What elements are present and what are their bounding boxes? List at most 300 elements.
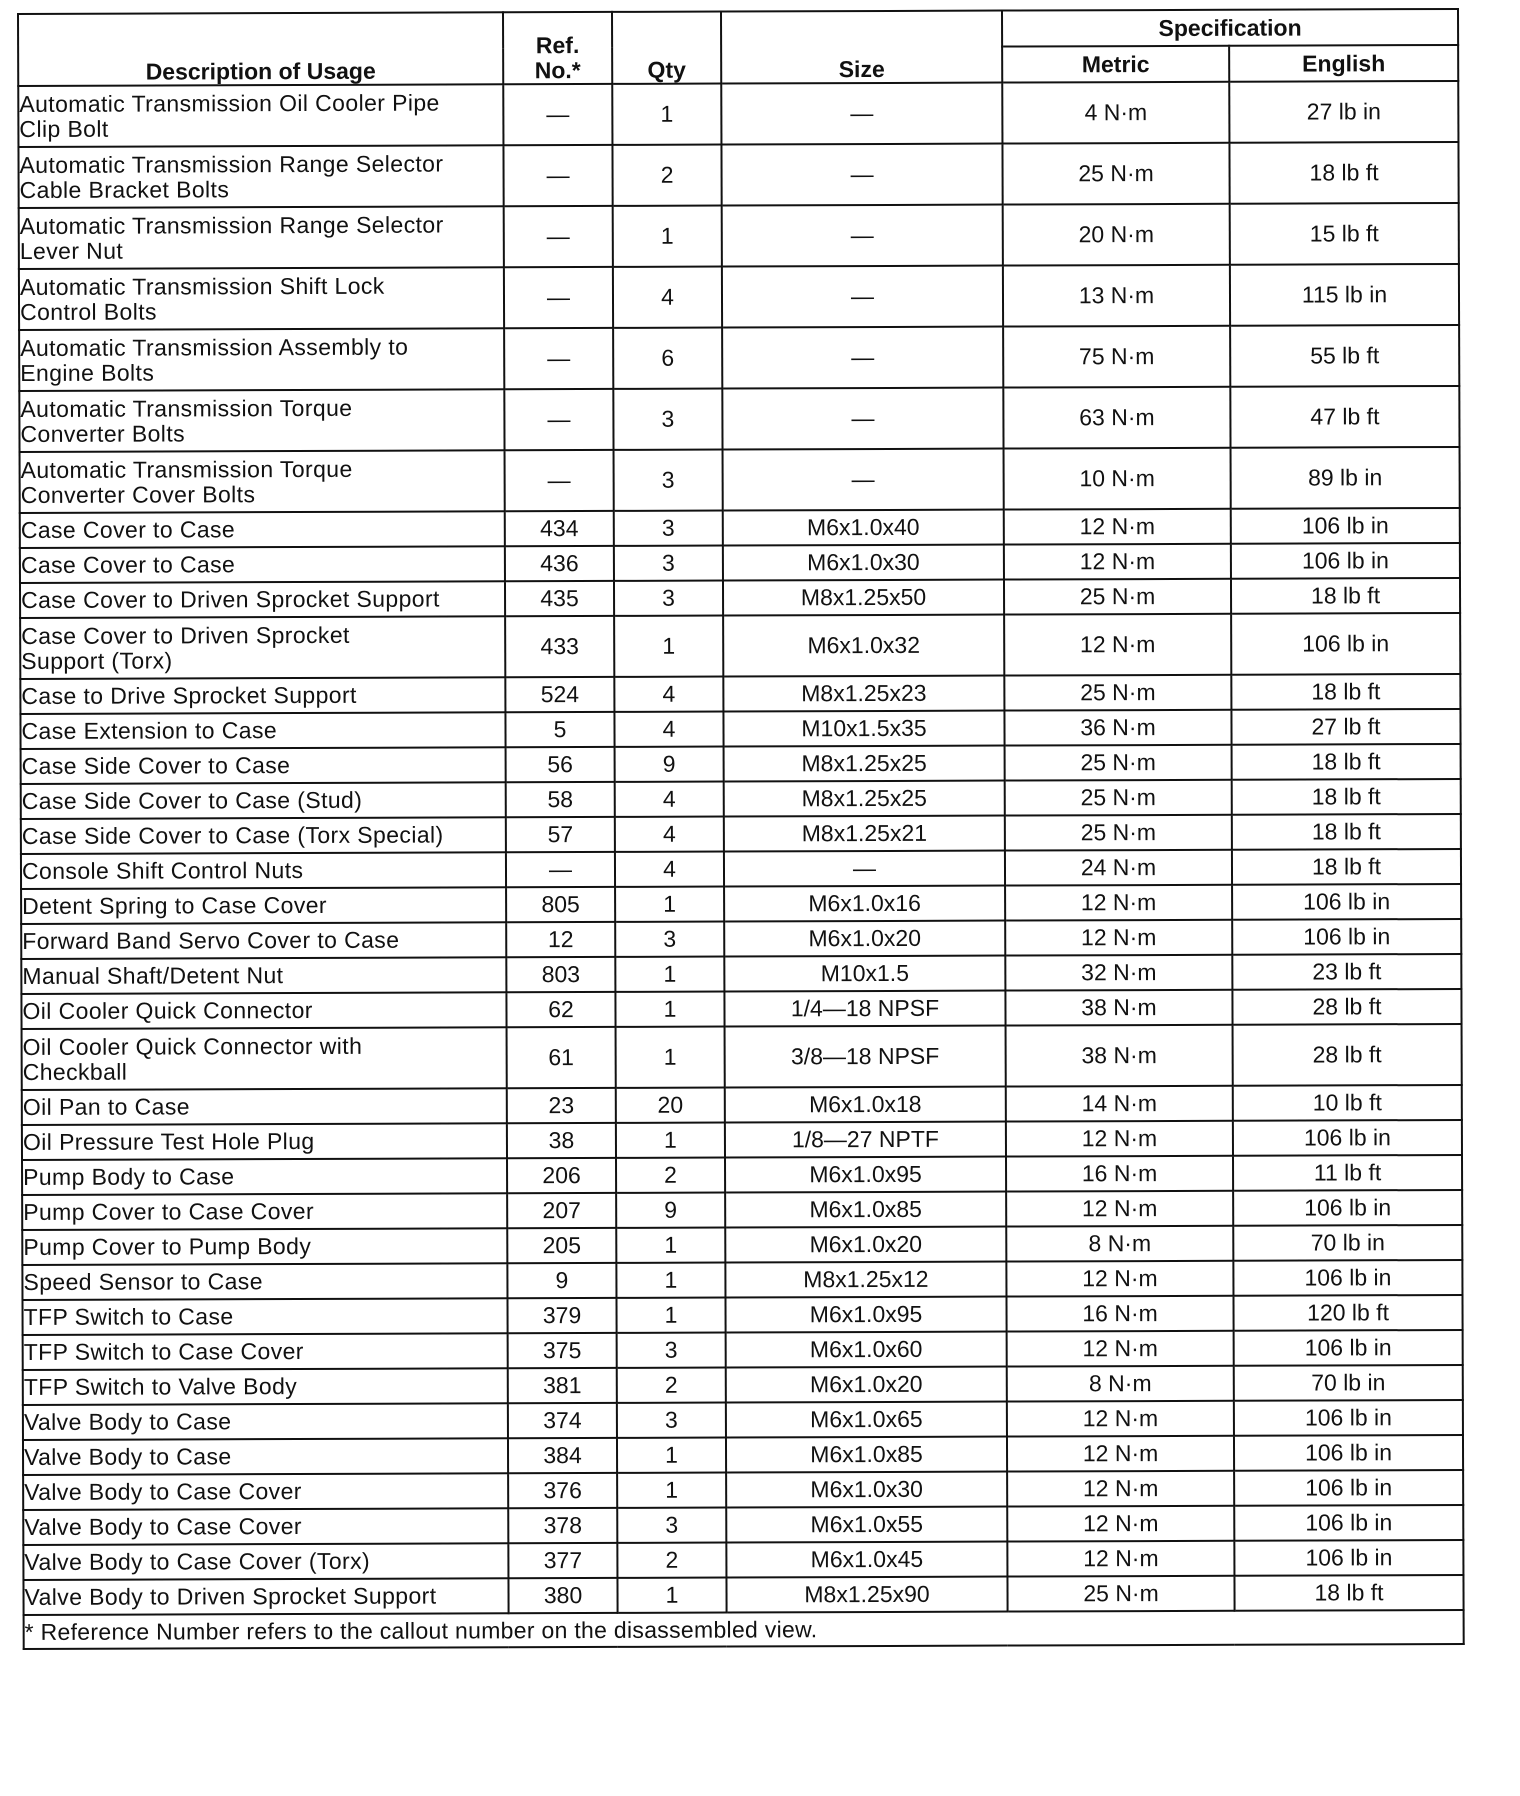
cell-description <box>19 328 504 391</box>
description-line: Case Cover to Case <box>20 551 236 578</box>
table-row <box>21 849 1461 889</box>
cell-ref-no: 205 <box>507 1228 616 1263</box>
description-line: Valve Body to Case Cover <box>24 1513 302 1540</box>
description-line: Pump Body to Case <box>23 1163 235 1190</box>
cell-metric: 75 N·m <box>1003 326 1230 388</box>
header-english: English <box>1229 45 1458 82</box>
cell-english: 18 lb ft <box>1234 1575 1463 1611</box>
header-ref-no <box>503 12 612 84</box>
cell-size: M6x1.0x65 <box>726 1402 1007 1438</box>
cell-metric: 12 N·m <box>1007 1541 1234 1577</box>
cell-ref-no: 9 <box>507 1263 616 1298</box>
cell-english: 106 lb in <box>1231 543 1460 579</box>
cell-size: M10x1.5 <box>724 956 1005 992</box>
cell-description <box>22 1228 507 1265</box>
table-header <box>18 9 1458 86</box>
cell-metric: 38 N·m <box>1006 1025 1233 1087</box>
cell-ref-no: 378 <box>508 1508 617 1543</box>
cell-size: — <box>722 327 1003 389</box>
table-row <box>22 1190 1462 1230</box>
cell-metric: 12 N·m <box>1007 1436 1234 1472</box>
cell-size: M6x1.0x20 <box>724 921 1005 957</box>
cell-qty: 4 <box>614 677 723 712</box>
description-line: Automatic Transmission Shift Lock <box>19 272 385 300</box>
cell-ref-no: 376 <box>508 1473 617 1508</box>
cell-size: — <box>723 449 1004 511</box>
cell-size: 3/8—18 NPSF <box>725 1026 1006 1088</box>
cell-qty: 4 <box>613 267 722 328</box>
cell-english: 106 lb in <box>1234 1470 1463 1506</box>
header-description: Description of Usage <box>18 12 503 86</box>
cell-qty: 1 <box>616 1228 725 1263</box>
cell-qty: 1 <box>612 84 721 145</box>
table-row <box>19 325 1459 391</box>
cell-english: 106 lb in <box>1233 1190 1462 1226</box>
cell-ref-no: 433 <box>505 616 614 677</box>
table-row <box>23 1575 1463 1615</box>
description-line: Valve Body to Case <box>23 1443 232 1470</box>
cell-english: 27 lb in <box>1229 81 1458 143</box>
table-row <box>22 1295 1462 1335</box>
cell-english: 106 lb in <box>1234 1505 1463 1541</box>
cell-metric: 12 N·m <box>1007 1401 1234 1437</box>
table-row <box>23 1330 1463 1370</box>
cell-metric: 24 N·m <box>1005 850 1232 886</box>
cell-metric: 12 N·m <box>1007 1471 1234 1507</box>
table-row <box>23 1400 1463 1440</box>
table-row <box>20 578 1460 618</box>
cell-description <box>22 1263 507 1300</box>
cell-metric: 12 N·m <box>1007 1506 1234 1542</box>
cell-qty: 4 <box>615 852 724 887</box>
cell-english: 106 lb in <box>1233 1260 1462 1296</box>
description-line: Valve Body to Case Cover (Torx) <box>24 1547 371 1575</box>
cell-description <box>20 677 505 714</box>
cell-ref-no: 5 <box>505 712 614 747</box>
description-line: TFP Switch to Case <box>23 1303 234 1330</box>
cell-qty: 2 <box>617 1368 726 1403</box>
table-row <box>18 81 1458 147</box>
cell-description <box>23 1403 508 1440</box>
table-row <box>19 203 1459 269</box>
cell-ref-no: — <box>503 145 612 206</box>
cell-english: 47 lb ft <box>1230 386 1459 448</box>
cell-metric: 12 N·m <box>1004 544 1231 580</box>
cell-qty: 3 <box>614 546 723 581</box>
cell-english: 18 lb ft <box>1229 142 1458 204</box>
cell-metric: 25 N·m <box>1007 1576 1234 1612</box>
cell-description <box>23 1333 508 1370</box>
description-line: Case Cover to Driven Sprocket Support <box>21 585 440 613</box>
description-line: Valve Body to Case <box>23 1408 232 1435</box>
cell-english: 70 lb in <box>1234 1365 1463 1401</box>
table-row <box>22 1024 1462 1090</box>
cell-size: M6x1.0x55 <box>726 1507 1007 1543</box>
description-line: Console Shift Control Nuts <box>21 857 304 884</box>
cell-qty: 20 <box>616 1088 725 1123</box>
cell-size: M6x1.0x60 <box>726 1332 1007 1368</box>
cell-description <box>18 145 503 208</box>
cell-qty: 9 <box>616 1193 725 1228</box>
cell-size: M8x1.25x50 <box>723 580 1004 616</box>
cell-metric: 8 N·m <box>1006 1226 1233 1262</box>
cell-ref-no: — <box>505 450 614 511</box>
cell-qty: 3 <box>614 581 723 616</box>
cell-description <box>21 957 506 994</box>
cell-description <box>23 1543 508 1580</box>
cell-size: M6x1.0x20 <box>725 1227 1006 1263</box>
cell-size: 1/8—27 NPTF <box>725 1122 1006 1158</box>
cell-description <box>23 1368 508 1405</box>
header-row-top <box>18 9 1458 50</box>
table-row <box>21 919 1461 959</box>
cell-ref-no: 435 <box>505 581 614 616</box>
description-line: Manual Shaft/Detent Nut <box>22 962 284 989</box>
cell-ref-no: 805 <box>506 887 615 922</box>
cell-english: 106 lb in <box>1231 613 1460 675</box>
description-line: Automatic Transmission Torque <box>20 394 353 422</box>
cell-description <box>21 747 506 784</box>
table-row <box>22 1155 1462 1195</box>
cell-ref-no: 62 <box>506 992 615 1027</box>
cell-qty: 1 <box>616 1298 725 1333</box>
cell-qty: 4 <box>615 782 724 817</box>
cell-english: 11 lb ft <box>1233 1155 1462 1191</box>
cell-ref-no: — <box>504 267 613 328</box>
cell-metric: 63 N·m <box>1003 387 1230 449</box>
description-line: Checkball <box>22 1058 128 1085</box>
cell-qty: 1 <box>615 992 724 1027</box>
cell-description <box>20 546 505 583</box>
fastener-spec-table-wrapper <box>17 8 1463 1650</box>
header-size: Size <box>721 11 1002 84</box>
cell-description <box>21 922 506 959</box>
cell-description <box>21 782 506 819</box>
table-row <box>20 508 1460 548</box>
cell-metric: 12 N·m <box>1004 509 1231 545</box>
table-row <box>20 709 1460 749</box>
cell-metric: 25 N·m <box>1005 815 1232 851</box>
cell-size: M6x1.0x95 <box>725 1297 1006 1333</box>
description-line: Engine Bolts <box>20 359 155 386</box>
cell-size: M6x1.0x32 <box>723 615 1004 677</box>
cell-qty: 3 <box>617 1403 726 1438</box>
description-line: Converter Bolts <box>20 419 186 447</box>
cell-english: 18 lb ft <box>1232 744 1461 780</box>
cell-ref-no: — <box>504 328 613 389</box>
cell-english: 23 lb ft <box>1232 954 1461 990</box>
cell-size: M6x1.0x30 <box>726 1472 1007 1508</box>
table-row <box>23 1470 1463 1510</box>
description-line: Case Side Cover to Case (Stud) <box>21 786 363 814</box>
cell-description <box>21 817 506 854</box>
table-row <box>21 744 1461 784</box>
cell-ref-no: — <box>504 206 613 267</box>
cell-english: 55 lb ft <box>1230 325 1459 387</box>
cell-qty: 2 <box>612 145 721 206</box>
cell-qty: 1 <box>613 206 722 267</box>
description-line: Oil Pan to Case <box>22 1093 190 1120</box>
cell-description <box>20 581 505 618</box>
cell-qty: 6 <box>613 328 722 389</box>
description-line: Automatic Transmission Torque <box>20 455 353 483</box>
cell-description <box>19 389 504 452</box>
description-line: Valve Body to Driven Sprocket Support <box>24 1582 437 1610</box>
cell-qty: 2 <box>617 1543 726 1578</box>
cell-english: 106 lb in <box>1232 884 1461 920</box>
cell-metric: 25 N·m <box>1004 675 1231 711</box>
cell-metric: 8 N·m <box>1007 1366 1234 1402</box>
cell-english: 106 lb in <box>1234 1400 1463 1436</box>
cell-qty: 9 <box>615 747 724 782</box>
cell-description <box>21 887 506 924</box>
cell-metric: 12 N·m <box>1006 1121 1233 1157</box>
cell-size: M8x1.25x25 <box>724 781 1005 817</box>
table-row <box>18 142 1458 208</box>
cell-ref-no: 38 <box>507 1123 616 1158</box>
description-line: Pump Cover to Case Cover <box>23 1197 315 1225</box>
cell-ref-no: 12 <box>506 922 615 957</box>
description-line: Oil Cooler Quick Connector with <box>22 1032 363 1060</box>
cell-metric: 12 N·m <box>1007 1331 1234 1367</box>
cell-description <box>23 1508 508 1545</box>
cell-size: — <box>721 144 1002 206</box>
cell-metric: 32 N·m <box>1005 955 1232 991</box>
cell-metric: 14 N·m <box>1006 1086 1233 1122</box>
description-line: Lever Nut <box>19 237 124 264</box>
cell-ref-no: 524 <box>505 677 614 712</box>
cell-qty: 3 <box>615 922 724 957</box>
cell-description <box>22 1193 507 1230</box>
table-row <box>20 613 1460 679</box>
table-row <box>23 1435 1463 1475</box>
cell-size: M6x1.0x45 <box>726 1542 1007 1578</box>
cell-qty: 1 <box>615 957 724 992</box>
cell-ref-no: 207 <box>507 1193 616 1228</box>
cell-english: 18 lb ft <box>1231 578 1460 614</box>
table-row <box>21 954 1461 994</box>
table-row <box>21 884 1461 924</box>
cell-metric: 25 N·m <box>1005 780 1232 816</box>
cell-english: 18 lb ft <box>1232 779 1461 815</box>
cell-metric: 12 N·m <box>1005 920 1232 956</box>
table-row <box>19 264 1459 330</box>
table-body <box>18 81 1463 1615</box>
cell-english: 18 lb ft <box>1232 814 1461 850</box>
table-row <box>23 1505 1463 1545</box>
cell-ref-no: 434 <box>505 511 614 546</box>
cell-english: 27 lb ft <box>1231 709 1460 745</box>
cell-ref-no: 381 <box>508 1368 617 1403</box>
cell-metric: 10 N·m <box>1004 448 1231 510</box>
table-footer <box>24 1610 1464 1649</box>
cell-description <box>20 511 505 548</box>
cell-ref-no: 380 <box>508 1578 617 1613</box>
cell-description <box>23 1578 508 1615</box>
header-qty: Qty <box>612 12 721 84</box>
cell-ref-no: 61 <box>507 1027 616 1088</box>
cell-ref-no: 803 <box>506 957 615 992</box>
header-specification: Specification <box>1002 9 1458 47</box>
cell-english: 106 lb in <box>1234 1540 1463 1576</box>
cell-description <box>22 1027 507 1090</box>
cell-size: M6x1.0x40 <box>723 510 1004 546</box>
cell-qty: 1 <box>616 1027 725 1088</box>
cell-size: — <box>721 83 1002 145</box>
description-line: Support (Torx) <box>21 646 173 674</box>
cell-qty: 3 <box>613 389 722 450</box>
cell-description <box>23 1473 508 1510</box>
cell-metric: 25 N·m <box>1004 579 1231 615</box>
cell-description <box>22 1158 507 1195</box>
cell-qty: 3 <box>614 450 723 511</box>
cell-english: 106 lb in <box>1231 508 1460 544</box>
description-line: Clip Bolt <box>19 115 109 142</box>
cell-qty: 3 <box>617 1333 726 1368</box>
cell-size: — <box>722 388 1003 450</box>
cell-ref-no: 379 <box>507 1298 616 1333</box>
description-line: TFP Switch to Case Cover <box>23 1338 304 1365</box>
cell-ref-no: 56 <box>506 747 615 782</box>
cell-metric: 13 N·m <box>1003 265 1230 327</box>
cell-english: 18 lb ft <box>1232 849 1461 885</box>
description-line: Case Side Cover to Case (Torx Special) <box>21 821 444 849</box>
cell-english: 120 lb ft <box>1233 1295 1462 1331</box>
footnote: * Reference Number refers to the callout number on the disassembled view. <box>24 1610 1464 1649</box>
cell-size: M8x1.25x25 <box>724 746 1005 782</box>
cell-description <box>22 1088 507 1125</box>
table-row <box>22 1085 1462 1125</box>
description-line: Automatic Transmission Oil Cooler Pipe <box>19 89 440 117</box>
cell-ref-no: — <box>503 84 612 145</box>
cell-size: M6x1.0x30 <box>723 545 1004 581</box>
cell-size: M8x1.25x12 <box>725 1262 1006 1298</box>
cell-metric: 25 N·m <box>1002 143 1229 205</box>
description-line: Forward Band Servo Cover to Case <box>22 926 400 954</box>
cell-metric: 12 N·m <box>1006 1261 1233 1297</box>
header-ref-line1: Ref. <box>535 32 580 59</box>
cell-size: M6x1.0x85 <box>725 1192 1006 1228</box>
cell-ref-no: 57 <box>506 817 615 852</box>
cell-description <box>23 1438 508 1475</box>
cell-english: 70 lb in <box>1233 1225 1462 1261</box>
cell-english: 15 lb ft <box>1230 203 1459 265</box>
description-line: Pump Cover to Pump Body <box>23 1232 312 1260</box>
cell-ref-no: 23 <box>507 1088 616 1123</box>
table-row <box>21 779 1461 819</box>
header-metric: Metric <box>1002 46 1229 83</box>
cell-english: 115 lb in <box>1230 264 1459 326</box>
cell-ref-no: — <box>506 852 615 887</box>
description-line: Case Extension to Case <box>21 717 278 744</box>
cell-metric: 25 N·m <box>1005 745 1232 781</box>
description-line: Case Cover to Driven Sprocket <box>21 621 350 649</box>
cell-english: 10 lb ft <box>1233 1085 1462 1121</box>
cell-qty: 1 <box>614 616 723 677</box>
cell-ref-no: 375 <box>508 1333 617 1368</box>
fastener-spec-table <box>17 8 1465 1650</box>
cell-size: — <box>724 851 1005 887</box>
cell-metric: 16 N·m <box>1006 1156 1233 1192</box>
cell-qty: 3 <box>617 1508 726 1543</box>
cell-metric: 4 N·m <box>1002 82 1229 144</box>
cell-qty: 4 <box>614 712 723 747</box>
cell-description <box>18 84 503 147</box>
cell-description <box>22 1123 507 1160</box>
description-line: Oil Pressure Test Hole Plug <box>22 1127 315 1155</box>
cell-size: M8x1.25x90 <box>726 1577 1007 1613</box>
cell-size: — <box>722 266 1003 328</box>
cell-qty: 2 <box>616 1158 725 1193</box>
cell-metric: 20 N·m <box>1003 204 1230 266</box>
cell-description <box>21 992 506 1029</box>
cell-size: M6x1.0x85 <box>726 1437 1007 1473</box>
cell-size: M6x1.0x16 <box>724 886 1005 922</box>
cell-ref-no: 384 <box>508 1438 617 1473</box>
header-ref-line2: No.* <box>534 57 581 84</box>
cell-description <box>20 712 505 749</box>
cell-size: M6x1.0x20 <box>726 1367 1007 1403</box>
cell-description <box>21 852 506 889</box>
cell-english: 106 lb in <box>1233 1120 1462 1156</box>
cell-size: — <box>722 205 1003 267</box>
cell-qty: 1 <box>616 1263 725 1298</box>
cell-size: M6x1.0x18 <box>725 1087 1006 1123</box>
cell-english: 18 lb ft <box>1231 674 1460 710</box>
description-line: Case Side Cover to Case <box>21 752 291 779</box>
description-line: Control Bolts <box>19 298 157 325</box>
cell-english: 106 lb in <box>1234 1435 1463 1471</box>
cell-size: M6x1.0x95 <box>725 1157 1006 1193</box>
cell-qty: 1 <box>615 887 724 922</box>
description-line: Oil Cooler Quick Connector <box>22 996 313 1024</box>
cell-metric: 16 N·m <box>1006 1296 1233 1332</box>
cell-ref-no: — <box>504 389 613 450</box>
cell-metric: 38 N·m <box>1005 990 1232 1026</box>
description-line: Valve Body to Case Cover <box>24 1478 302 1505</box>
description-line: Automatic Transmission Range Selector <box>19 211 444 239</box>
cell-ref-no: 206 <box>507 1158 616 1193</box>
cell-description <box>19 206 504 269</box>
description-line: Detent Spring to Case Cover <box>22 891 328 919</box>
cell-size: M8x1.25x23 <box>723 676 1004 712</box>
table-row <box>23 1365 1463 1405</box>
table-row <box>20 447 1460 513</box>
cell-metric: 12 N·m <box>1005 885 1232 921</box>
cell-size: 1/4—18 NPSF <box>724 991 1005 1027</box>
cell-description <box>22 1298 507 1335</box>
cell-english: 28 lb ft <box>1232 989 1461 1025</box>
cell-english: 106 lb in <box>1234 1330 1463 1366</box>
description-line: Automatic Transmission Range Selector <box>19 150 444 178</box>
description-line: Case to Drive Sprocket Support <box>21 681 357 709</box>
cell-ref-no: 436 <box>505 546 614 581</box>
table-row <box>21 814 1461 854</box>
cell-english: 89 lb in <box>1231 447 1460 509</box>
cell-qty: 1 <box>617 1578 726 1613</box>
cell-qty: 3 <box>614 511 723 546</box>
table-row <box>20 674 1460 714</box>
description-line: Automatic Transmission Assembly to <box>20 333 409 361</box>
description-line: Speed Sensor to Case <box>23 1268 263 1295</box>
description-line: Converter Cover Bolts <box>20 480 256 508</box>
cell-description <box>19 267 504 330</box>
cell-qty: 1 <box>617 1473 726 1508</box>
cell-english: 28 lb ft <box>1233 1024 1462 1086</box>
table-row <box>22 1120 1462 1160</box>
cell-ref-no: 374 <box>508 1403 617 1438</box>
cell-metric: 12 N·m <box>1006 1191 1233 1227</box>
